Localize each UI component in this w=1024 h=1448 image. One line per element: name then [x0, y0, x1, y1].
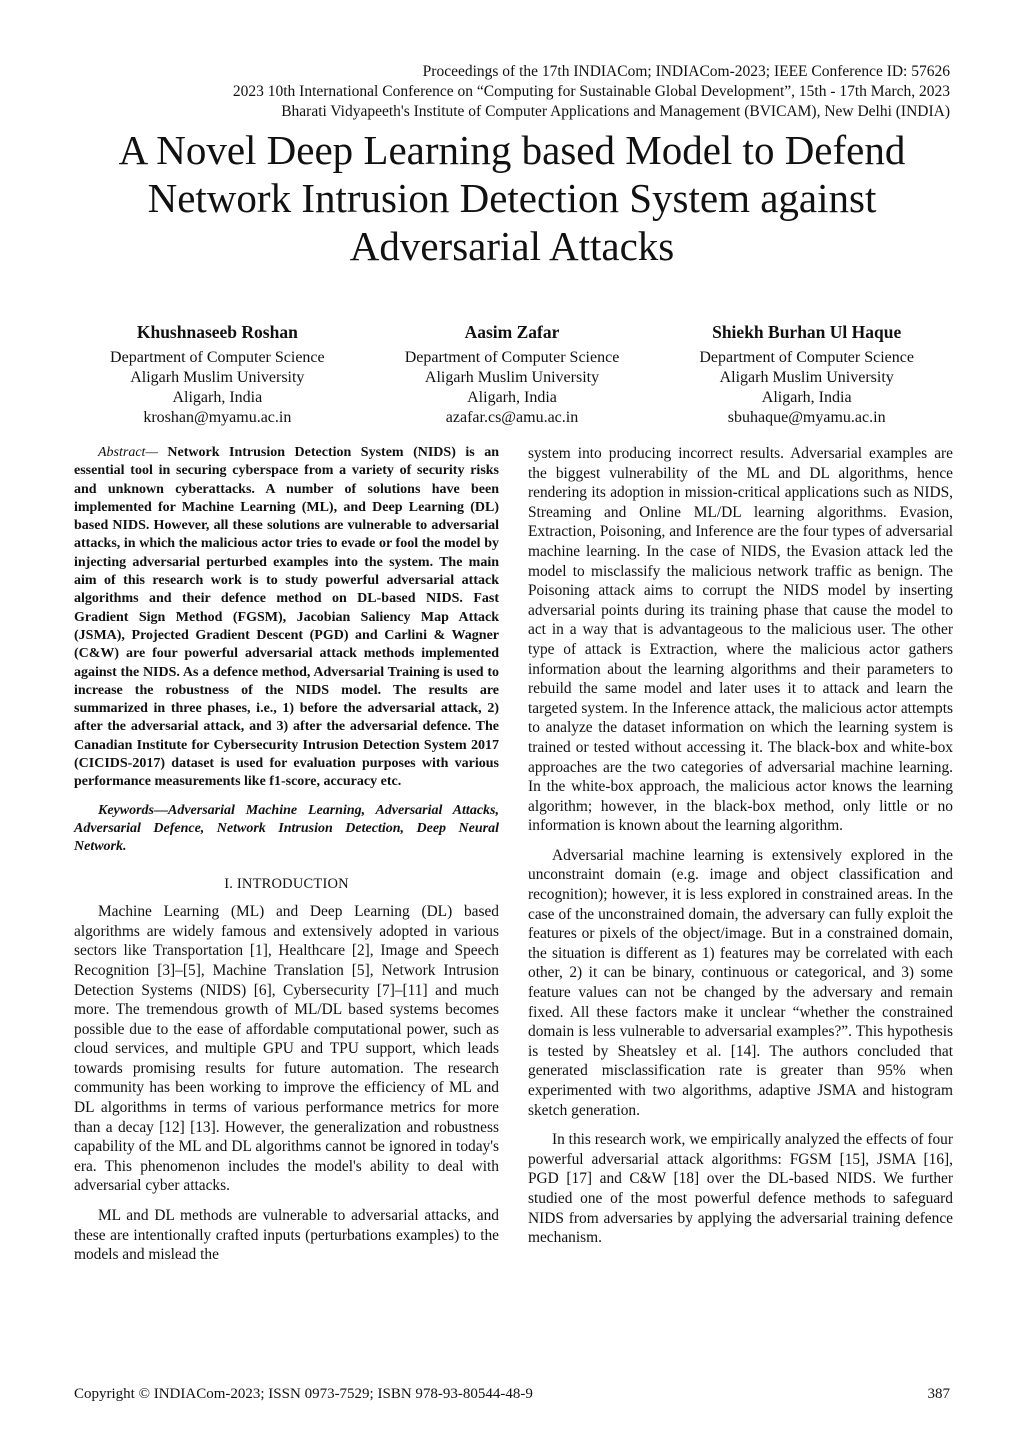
right-column — [528, 444, 953, 1258]
author-1 — [70, 322, 365, 428]
right-paragraph-1: system into producing incorrect results. Adversarial examples are the biggest vulnerability of the ML and DL algorithms, hence rendering its adoption in mission-critical applications such as NIDS, Streaming and Online ML/DL learning algorithms. Evasion, Extraction, Poisoning, and Inference are the four types of adversarial machine learning. In the case of NIDS, the Evasion attack led the model to misclassify the malicious network traffic as benign. The Poisoning attack aims to corrupt the NIDS model by inserting adversarial points during its training phase that cause the model to act in a way that is advantageous to the malicious user. The other type of attack is Extraction, where the malicious actor gathers information about the learning algorithms and their parameters to rebuild the same model and later uses it to attack and learn the targeted system. In the Inference attack, the malicious actor attempts to analyze the dataset information on which the learning system is trained or tested without accessing it. The black-box and white-box approaches are the two categories of adversarial machine learning. In the white-box approach, the malicious actor knows the learning algorithm; however, in the black-box method, only little or no information is known about the learning algorithm. — [528, 445, 953, 835]
title-line-1: A Novel Deep Learning based Model to Defend — [118, 127, 906, 173]
right-paragraph-3: In this research work, we empirically analyzed the effects of four powerful adversarial attack algorithms: FGSM [15], JSMA [16], PGD [17] and C&W [18] over the DL-based NIDS. We further studied one of the most powerful defence methods to safeguard NIDS from adversaries by applying the adversarial training defence mechanism. — [528, 1131, 953, 1247]
author-email: azafar.cs@amu.ac.in — [445, 409, 579, 426]
left-column — [74, 444, 499, 1275]
conference-line-3: Bharati Vidyapeeth's Institute of Computer Applications and Management (BVICAM), New Delhi (INDIA) — [281, 103, 950, 120]
author-university: Aligarh Muslim University — [130, 369, 305, 386]
title-line-3: Adversarial Attacks — [349, 223, 675, 269]
footer-copyright: Copyright © INDIACom-2023; ISSN 0973-7529; ISBN 978-93-80544-48-9 — [74, 1386, 533, 1402]
author-block — [70, 322, 954, 428]
title-line-2: Network Intrusion Detection System against — [147, 175, 877, 221]
author-3 — [659, 322, 954, 428]
intro-paragraph-2: ML and DL methods are vulnerable to adversarial attacks, and these are intentionally crafted inputs (perturbations examples) to the models and mislead the — [74, 1207, 499, 1264]
intro-paragraph-1: Machine Learning (ML) and Deep Learning (DL) based algorithms are widely famous and extensively adopted in various sectors like Transportation [1], Healthcare [2], Image and Speech Recognition [3]–[5], Machine Translation [5], Network Intrusion Detection Systems (NIDS) [6], Cybersecurity [7]–[11] and much more. The tremendous growth of ML/DL based systems becomes possible due to the ease of affordable computational power, such as cloud services, and multiple GPU and TPU support, which leads towards promising results for future automation. The research community has been working to improve the efficiency of ML and DL algorithms in terms of various performance metrics for more than a decay [12] [13]. However, the generalization and robustness capability of the ML and DL algorithms cannot be ignored in today's era. This phenomenon includes the model's ability to deal with adversarial cyber attacks. — [74, 903, 499, 1195]
keywords-lead: Keywords— — [98, 802, 168, 818]
right-paragraph-2: Adversarial machine learning is extensively explored in the unconstraint domain (e.g. image and object classification and recognition); however, it is less explored in constrained areas. In the case of the unconstrained domain, the adversary can fully exploit the features or pixels of the object/image. But in a constrained domain, the situation is different as 1) features may be correlated with each other, 2) it can be binary, continuous or categorical, and 3) some feature values can not be changed by the adversary and remain fixed. All these factors make it unclear “whether the constrained domain is less vulnerable to adversarial examples?”. This hypothesis is tested by Sheatsley et al. [14]. The authors concluded that generated misclassification rate is greater than 95% when experimented with two algorithms, adaptive JSMA and histogram sketch generation. — [528, 846, 953, 1119]
keywords — [74, 802, 499, 857]
author-department: Department of Computer Science — [110, 349, 325, 366]
author-email: sbuhaque@myamu.ac.in — [727, 409, 886, 426]
author-name: Khushnaseeb Roshan — [136, 322, 298, 342]
abstract-text: Network Intrusion Detection System (NIDS) is an essential tool in securing cyberspace from a variety of security risks and unknown cyberattacks. A number of solutions have been implemented for Machine Learning (ML), and Deep Learning (DL) based NIDS. However, all these solutions are vulnerable to adversarial attacks, in which the malicious actor tries to evade or fool the model by injecting adversarial perturbed examples into the system. The main aim of this research work is to study powerful adversarial attack algorithms and their defence method on DL-based NIDS. Fast Gradient Sign Method (FGSM), Jacobian Saliency Map Attack (JSMA), Projected Gradient Descent (PGD) and Carlini & Wagner (C&W) are four powerful adversarial attack methods implemented against the NIDS. As a defence method, Adversarial Training is used to increase the robustness of the NIDS model. The results are summarized in three phases, i.e., 1) before the adversarial attack, 2) after the adversarial attack, and 3) after the adversarial defence. The Canadian Institute for Cybersecurity Intrusion Detection System 2017 (CICIDS-2017) dataset is used for evaluation purposes with various performance measurements like f1-score, accuracy etc. — [74, 445, 499, 790]
abstract — [74, 444, 499, 792]
author-location: Aligarh, India — [761, 389, 852, 406]
author-university: Aligarh Muslim University — [719, 369, 894, 386]
author-name: Shiekh Burhan Ul Haque — [712, 322, 902, 342]
author-department: Department of Computer Science — [699, 349, 914, 366]
paper-title — [60, 126, 964, 270]
page-number: 387 — [927, 1386, 950, 1402]
author-location: Aligarh, India — [172, 389, 263, 406]
abstract-lead: Abstract— — [98, 445, 158, 460]
section-heading-introduction: I. INTRODUCTION — [224, 875, 349, 892]
author-email: kroshan@myamu.ac.in — [143, 409, 292, 426]
keywords-text: Adversarial Machine Learning, Adversarial Attacks, Adversarial Defence, Network Intrusion Detection, Deep Neural Network. — [74, 802, 499, 855]
conference-header — [233, 62, 950, 122]
conference-line-2: 2023 10th International Conference on “Computing for Sustainable Global Development”, 15th - 17th March, 2023 — [232, 83, 950, 100]
author-university: Aligarh Muslim University — [424, 369, 600, 386]
author-2 — [365, 322, 660, 428]
conference-line-1: Proceedings of the 17th INDIACom; INDIACom-2023; IEEE Conference ID: 57626 — [422, 63, 950, 80]
author-location: Aligarh, India — [467, 389, 557, 406]
author-department: Department of Computer Science — [404, 349, 620, 366]
author-name: Aasim Zafar — [464, 322, 560, 342]
